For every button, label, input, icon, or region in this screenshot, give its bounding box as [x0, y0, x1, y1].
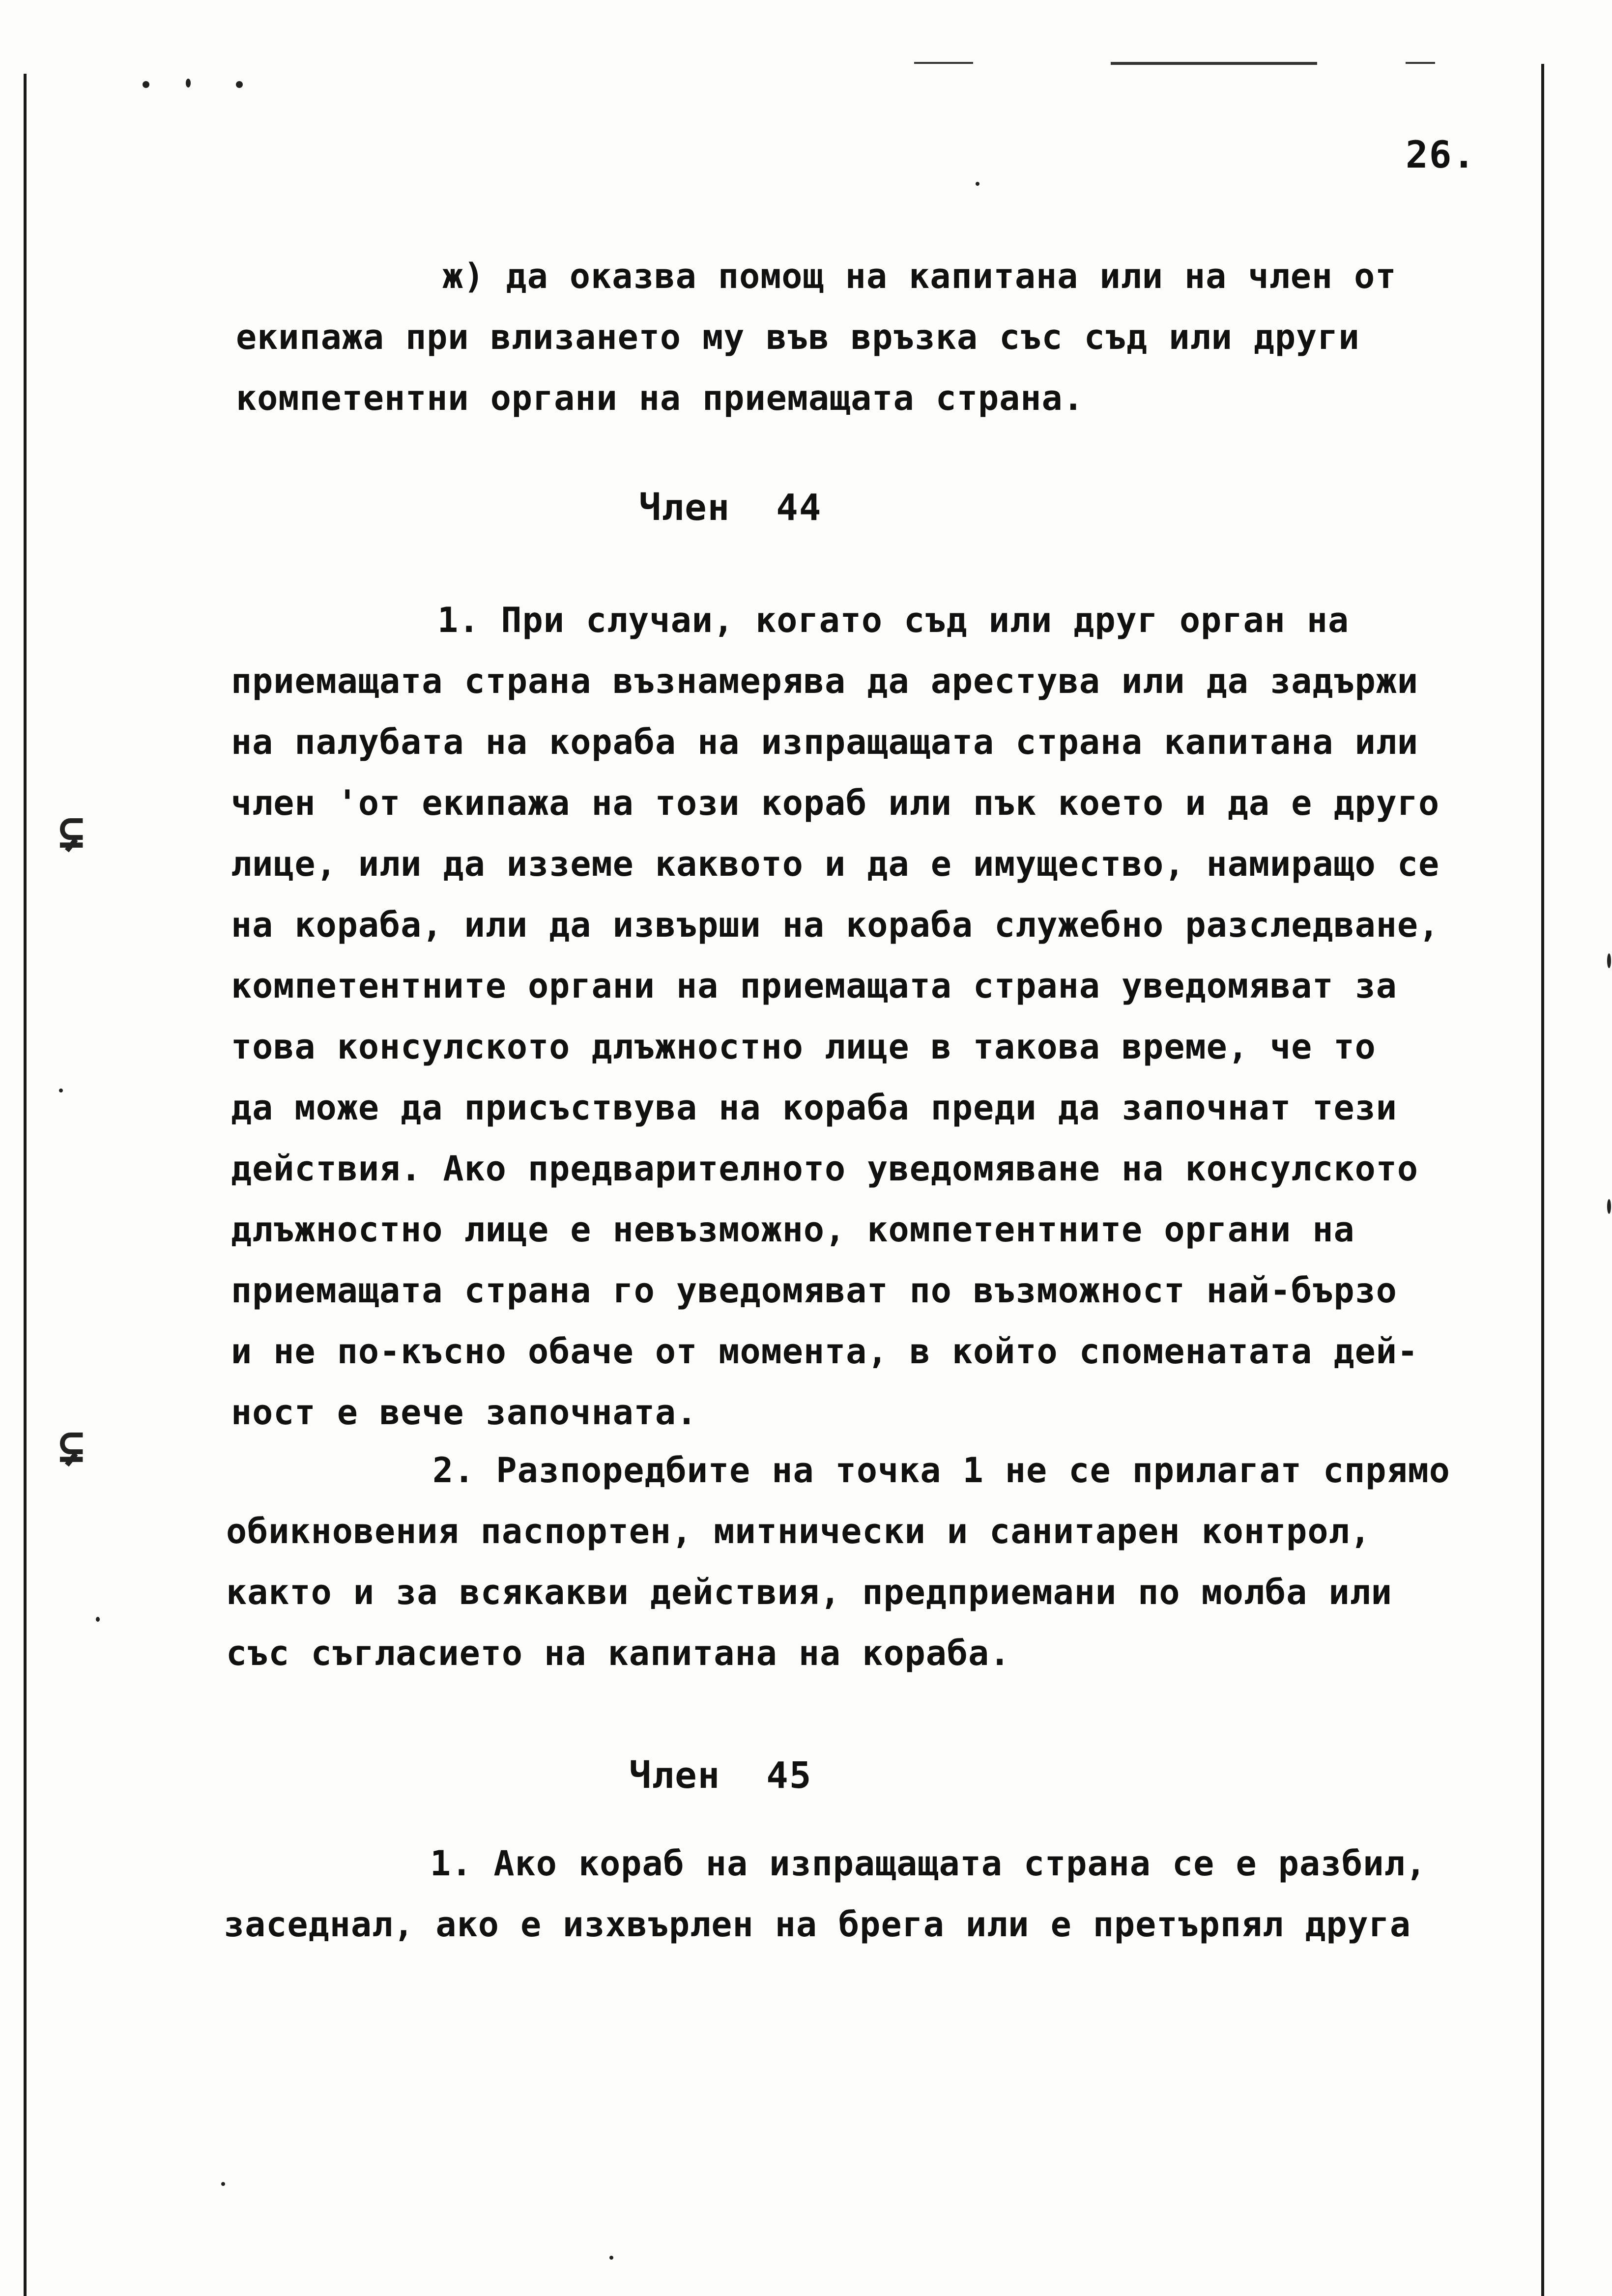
paragraph-zh	[236, 246, 1543, 429]
text-line: заседнал, ако е изхвърлен на брега или е претърпял друга	[224, 1904, 1411, 1945]
text-line: на кораба, или да извърши на кораба служебно разследване,	[231, 905, 1440, 945]
text-line: на палубата на кораба на изпращащата страна капитана или	[231, 722, 1419, 762]
article-44-heading: Член 44	[639, 487, 822, 529]
scan-speck	[59, 1089, 63, 1092]
text-line: ност е вече започната.	[231, 1392, 698, 1433]
text-line: това консулското длъжностно лице в такова време, че то	[231, 1027, 1376, 1067]
scan-speck	[1607, 953, 1611, 968]
scan-speck	[186, 79, 191, 87]
article-44-paragraph-1	[231, 590, 1538, 1443]
text-line: приемащата страна го уведомяват по възможност най-бързо	[231, 1270, 1397, 1311]
article-44-paragraph-2	[226, 1440, 1533, 1684]
text-line: със съгласието на капитана на кораба.	[226, 1633, 1011, 1673]
left-page-edge	[24, 74, 27, 2296]
text-line: лице, или да изземе каквото и да е имущество, намиращо се	[231, 844, 1440, 884]
scan-artefact	[914, 62, 973, 64]
scan-speck	[1607, 1199, 1611, 1214]
text-line: обикновения паспортен, митнически и санитарен контрол,	[226, 1511, 1371, 1551]
text-line: 2. Разпоредбите на точка 1 не се прилагат спрямо	[432, 1450, 1450, 1491]
scan-speck	[143, 81, 149, 88]
article-45-heading: Член 45	[629, 1754, 812, 1797]
article-45-paragraph-1	[224, 1833, 1531, 1955]
scan-artefact	[1111, 62, 1317, 65]
margin-bracket-mark: ⊊	[58, 806, 85, 858]
text-line: действия. Ако предварителното уведомяване на консулското	[231, 1148, 1419, 1189]
text-line: ж) да оказва помощ на капитана или на член от	[442, 256, 1397, 296]
text-line: член 'от екипажа на този кораб или пък което и да е друго	[231, 783, 1440, 823]
scan-speck	[221, 2182, 225, 2186]
scan-artefact	[1406, 62, 1435, 64]
text-line: длъжностно лице е невъзможно, компетентните органи на	[231, 1209, 1355, 1250]
text-line: приемащата страна възнамерява да арестува или да задържи	[231, 661, 1419, 701]
text-line: да може да присъствува на кораба преди да започнат тези	[231, 1088, 1397, 1128]
text-line: компетентни органи на приемащата страна.	[236, 378, 1084, 418]
scan-speck	[976, 182, 979, 186]
scan-speck	[96, 1617, 100, 1622]
text-line: както и за всякакви действия, предприемани по молба или	[226, 1572, 1392, 1612]
text-line: 1. Ако кораб на изпращащата страна се е разбил,	[430, 1843, 1427, 1884]
text-line: компетентните органи на приемащата страна уведомяват за	[231, 966, 1397, 1006]
text-line: 1. При случаи, когато съд или друг орган на	[437, 600, 1350, 640]
text-line: и не по-късно обаче от момента, в който споменатата дей-	[231, 1331, 1419, 1372]
page-number: 26.	[1406, 133, 1476, 176]
scan-speck	[236, 81, 243, 88]
text-line: екипажа при влизането му във връзка със съд или други	[236, 317, 1360, 357]
margin-bracket-mark: ⊊	[58, 1420, 85, 1472]
scan-speck	[609, 2256, 613, 2260]
